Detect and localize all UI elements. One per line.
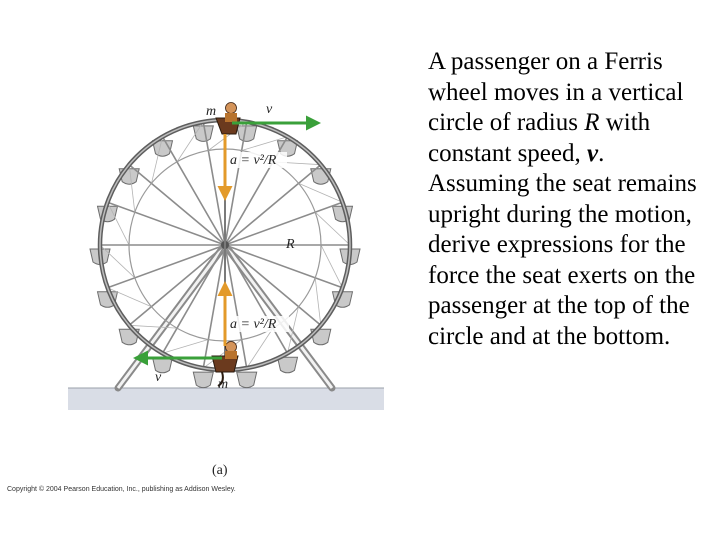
gondola-cup [278,357,298,373]
label-mass-bottom: m [218,377,229,392]
label-accel-top: a = v²/R [230,153,277,168]
velocity-variable: v [586,139,599,167]
copyright-notice: Copyright © 2004 Pearson Education, Inc., publishing as Addison Wesley. [7,486,236,493]
passenger-top [216,103,240,135]
wheel-spoke [225,202,343,245]
radius-variable: R [584,109,600,136]
label-mass-top: m [206,104,217,119]
gondola-cup [237,126,257,141]
label-accel-bottom: a = v²/R [230,317,277,332]
figure-caption: (a) [212,463,228,478]
problem-statement [428,47,708,352]
wheel-brace [129,325,177,328]
problem-part-2: with constant speed, [428,109,651,167]
problem-part-1: A passenger on a Ferris wheel moves in a vertical circle of radius [428,48,684,136]
label-radius: R [286,237,295,252]
wheel-spoke [129,165,225,245]
gondola-cup [193,126,213,141]
problem-part-3: . Assuming the seat remains upright during the motion, derive expressions for the force the seat exerts on the passenger at the top of the circle and at the bottom. [428,139,697,350]
wheel-spoke [108,202,226,245]
wheel-spoke [225,165,321,245]
gondola-cup [193,372,213,388]
label-velocity-top: v [266,102,273,117]
wheel-brace [315,278,321,326]
label-velocity-bottom: v [155,370,162,385]
gondola-cup [237,372,257,388]
